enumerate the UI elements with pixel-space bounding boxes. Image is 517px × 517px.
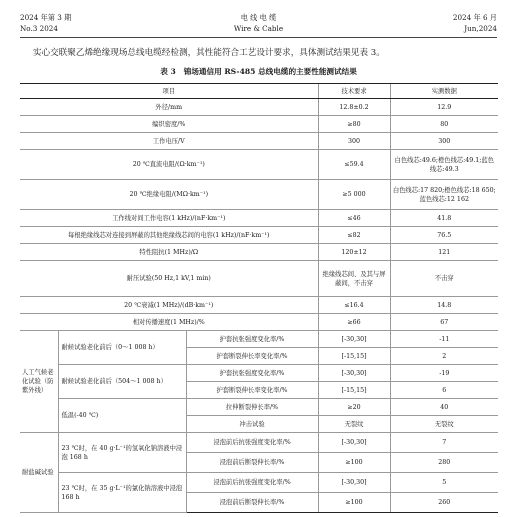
row-requirement: [-30,30] bbox=[318, 365, 390, 382]
row-property: 浸泡前后抗张强度变化率/% bbox=[186, 433, 318, 453]
row-item: 耐压试验(50 Hz,1 kV,1 min) bbox=[20, 261, 318, 297]
table-row bbox=[20, 365, 498, 382]
header-journal-cn: 电 线 电 缆 bbox=[240, 13, 277, 22]
table-row bbox=[20, 314, 498, 331]
row-requirement: 无裂纹 bbox=[318, 416, 390, 433]
row-property: 护套断裂伸长率变化率/% bbox=[186, 348, 318, 365]
row-requirement: ≥80 bbox=[318, 116, 390, 133]
row-item: 工作线对间工作电容(1 kHz)/(nF·km⁻¹) bbox=[20, 210, 318, 227]
row-requirement: ≥5 000 bbox=[318, 180, 390, 210]
table-caption bbox=[20, 66, 497, 78]
row-property: 护套抗张强度变化率/% bbox=[186, 331, 318, 348]
row-value: 无裂纹 bbox=[390, 416, 498, 433]
row-value: 白色线芯:49.6;橙色线芯:49.1;蓝色线芯:49.3 bbox=[390, 150, 498, 180]
row-item: 20 ℃直流电阻/(Ω·km⁻¹) bbox=[20, 150, 318, 180]
row-item: 编织密度/% bbox=[20, 116, 318, 133]
table-row bbox=[20, 116, 498, 133]
row-value: 41.8 bbox=[390, 210, 498, 227]
header-measured: 实测数据 bbox=[390, 84, 498, 99]
row-value: 80 bbox=[390, 116, 498, 133]
aging-condition: 耐候试验老化前后（504～1 008 h） bbox=[58, 365, 186, 399]
row-requirement: [-15,15] bbox=[318, 348, 390, 365]
row-item: 每根绝缘线芯对连接到屏蔽的其他绝缘线芯间的电容(1 kHz)/(nF·km⁻¹) bbox=[20, 227, 318, 244]
row-value: 121 bbox=[390, 244, 498, 261]
alkali-category: 耐盐碱试验 bbox=[20, 433, 58, 513]
row-requirement: [-30,30] bbox=[318, 473, 390, 493]
row-item: 特性阻抗(1 MHz)/Ω bbox=[20, 244, 318, 261]
row-value: 6 bbox=[390, 382, 498, 399]
row-requirement: 120±12 bbox=[318, 244, 390, 261]
row-requirement: ≤16.4 bbox=[318, 297, 390, 314]
header-journal-en: Wire & Cable bbox=[233, 24, 284, 33]
row-property: 护套断裂伸长率变化率/% bbox=[186, 382, 318, 399]
header-journal bbox=[20, 12, 497, 34]
aging-condition: 耐候试验老化前后（0～1 008 h） bbox=[58, 331, 186, 365]
row-item: 20 ℃衰减(1 MHz)/(dB·km⁻¹) bbox=[20, 297, 318, 314]
results-table bbox=[20, 83, 498, 513]
table-row bbox=[20, 297, 498, 314]
row-property: 冲击试验 bbox=[186, 416, 318, 433]
row-value: 76.5 bbox=[390, 227, 498, 244]
header-date bbox=[453, 12, 497, 34]
row-property: 浸泡前后抗张强度变化率/% bbox=[186, 473, 318, 493]
header-date-cn: 2024 年 6 月 bbox=[452, 13, 497, 22]
table-row bbox=[20, 99, 498, 116]
row-value: 40 bbox=[390, 399, 498, 416]
table-row bbox=[20, 244, 498, 261]
table-title: 锦场通信用 RS-485 总线电缆的主要性能测试结果 bbox=[183, 67, 357, 76]
body-paragraph: 实心交联聚乙烯绝缘现场总线电缆经检测，其性能符合工艺设计要求，具体测试结果见表 3。 bbox=[32, 48, 385, 58]
row-requirement: [-15,15] bbox=[318, 382, 390, 399]
row-item: 外径/mm bbox=[20, 99, 318, 116]
header-requirement: 技术要求 bbox=[318, 84, 390, 99]
row-value: 67 bbox=[390, 314, 498, 331]
table-row bbox=[20, 180, 498, 210]
row-value: -11 bbox=[390, 331, 498, 348]
table-row bbox=[20, 227, 498, 244]
row-requirement: ≤46 bbox=[318, 210, 390, 227]
header-issue-cn: 2024 年第 3 期 bbox=[20, 13, 72, 22]
row-property: 浸泡前后断裂伸长率/% bbox=[186, 493, 318, 513]
header-date-en: Jun,2024 bbox=[464, 24, 497, 33]
row-requirement: [-30,30] bbox=[318, 433, 390, 453]
row-requirement: 12.8±0.2 bbox=[318, 99, 390, 116]
row-value: 280 bbox=[390, 453, 498, 473]
alkali-condition: 23 ℃时，在 35 g·L⁻¹的氯化钠溶液中浸泡 168 h bbox=[58, 473, 186, 513]
row-property: 护套抗张强度变化率/% bbox=[186, 365, 318, 382]
row-value: 12.9 bbox=[390, 99, 498, 116]
table-row bbox=[20, 399, 498, 416]
row-value: 2 bbox=[390, 348, 498, 365]
table-header-row bbox=[20, 84, 498, 99]
row-item: 工作电压/V bbox=[20, 133, 318, 150]
row-requirement: 绝缘线芯间、及其与屏蔽间，不击穿 bbox=[318, 261, 390, 297]
row-requirement: ≥66 bbox=[318, 314, 390, 331]
row-value: 白色线芯:17 820;橙色线芯:18 650;蓝色线芯:12 162 bbox=[390, 180, 498, 210]
table-row bbox=[20, 331, 498, 348]
aging-category: 人工气候老化试验（防紫外线） bbox=[20, 331, 58, 433]
row-requirement: ≤82 bbox=[318, 227, 390, 244]
row-requirement: ≥20 bbox=[318, 399, 390, 416]
table-row bbox=[20, 473, 498, 493]
row-property: 浸泡前后断裂伸长率/% bbox=[186, 453, 318, 473]
row-requirement: ≤59.4 bbox=[318, 150, 390, 180]
row-value: -19 bbox=[390, 365, 498, 382]
header-rule bbox=[20, 37, 497, 38]
row-value: 不击穿 bbox=[390, 261, 498, 297]
row-requirement: ≥100 bbox=[318, 453, 390, 473]
row-value: 7 bbox=[390, 433, 498, 453]
table-row bbox=[20, 261, 498, 297]
row-value: 260 bbox=[390, 493, 498, 513]
header-issue-en: No.3 2024 bbox=[20, 24, 58, 33]
table-row bbox=[20, 133, 498, 150]
row-property: 拉伸断裂伸长率/% bbox=[186, 399, 318, 416]
row-item: 相对传播速度(1 MHz)/% bbox=[20, 314, 318, 331]
aging-condition: 低温(-40 ℃) bbox=[58, 399, 186, 433]
row-item: 20 ℃绝缘电阻/(MΩ·km⁻¹) bbox=[20, 180, 318, 210]
table-row bbox=[20, 433, 498, 453]
table-row bbox=[20, 150, 498, 180]
header-item: 项目 bbox=[20, 84, 318, 99]
row-requirement: [-30,30] bbox=[318, 331, 390, 348]
table-row bbox=[20, 210, 498, 227]
row-value: 14.8 bbox=[390, 297, 498, 314]
row-value: 300 bbox=[390, 133, 498, 150]
row-value: 5 bbox=[390, 473, 498, 493]
row-requirement: ≥100 bbox=[318, 493, 390, 513]
alkali-condition: 23 ℃时，在 40 g·L⁻¹的氢氧化钠溶液中浸泡 168 h bbox=[58, 433, 186, 473]
running-header bbox=[20, 12, 497, 36]
row-requirement: 300 bbox=[318, 133, 390, 150]
table-number: 表 3 bbox=[160, 67, 176, 76]
